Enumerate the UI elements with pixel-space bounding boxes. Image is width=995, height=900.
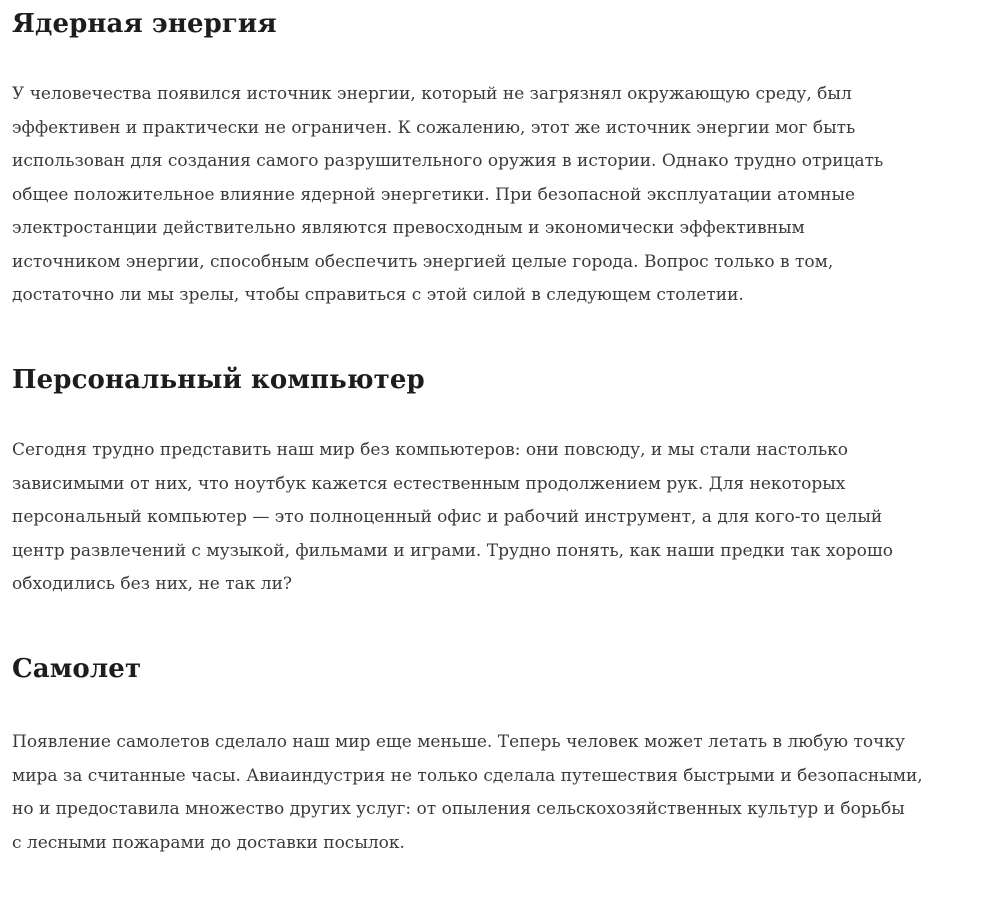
section-title: Ядерная энергия bbox=[12, 9, 277, 39]
paragraph-line: использован для создания самого разрушительного оружия в истории. Однако трудно отрицать bbox=[12, 151, 884, 171]
section-paragraph bbox=[12, 78, 883, 313]
paragraph-line: источником энергии, способным обеспечить энергией целые города. Вопрос только в том, bbox=[12, 251, 834, 272]
paragraph-line: У человечества появился источник энергии, который не загрязнял окружающую среду, был bbox=[12, 84, 852, 104]
paragraph-line: эффективен и практически не ограничен. К сожалению, этот же источник энергии мог быть bbox=[12, 117, 856, 138]
section-title: Самолет bbox=[12, 654, 142, 684]
paragraph-line: но и предоставила множество других услуг: от опыления сельскохозяйственных культур и борьбы bbox=[12, 799, 905, 819]
section-paragraph bbox=[12, 726, 923, 860]
paragraph-line: зависимыми от них, что ноутбук кажется естественным продолжением рук. Для некоторых bbox=[12, 473, 846, 494]
paragraph-line: обходились без них, не так ли? bbox=[12, 574, 293, 594]
paragraph-line: мира за считанные часы. Авиаиндустрия не только сделала путешествия быстрыми и безопасными, bbox=[12, 765, 923, 786]
paragraph-line: Сегодня трудно представить наш мир без компьютеров: они повсюду, и мы стали настолько bbox=[12, 440, 848, 460]
paragraph-line: Появление самолетов сделало наш мир еще меньше. Теперь человек может летать в любую точку bbox=[12, 732, 906, 752]
paragraph-line: достаточно ли мы зрелы, чтобы справиться с этой силой в следующем столетии. bbox=[12, 285, 744, 305]
paragraph-line: центр развлечений с музыкой, фильмами и играми. Трудно понять, как наши предки так хорошо bbox=[12, 540, 893, 561]
paragraph-line: общее положительное влияние ядерной энергетики. При безопасной эксплуатации атомные bbox=[12, 184, 856, 205]
paragraph-line: электростанции действительно являются превосходным и экономически эффективным bbox=[12, 218, 805, 238]
section-paragraph bbox=[12, 434, 893, 602]
paragraph-line: с лесными пожарами до доставки посылок. bbox=[12, 832, 405, 853]
paragraph-line: персональный компьютер — это полноценный офис и рабочий инструмент, а для кого-то целый bbox=[12, 507, 883, 527]
section-title: Персональный компьютер bbox=[12, 365, 425, 395]
